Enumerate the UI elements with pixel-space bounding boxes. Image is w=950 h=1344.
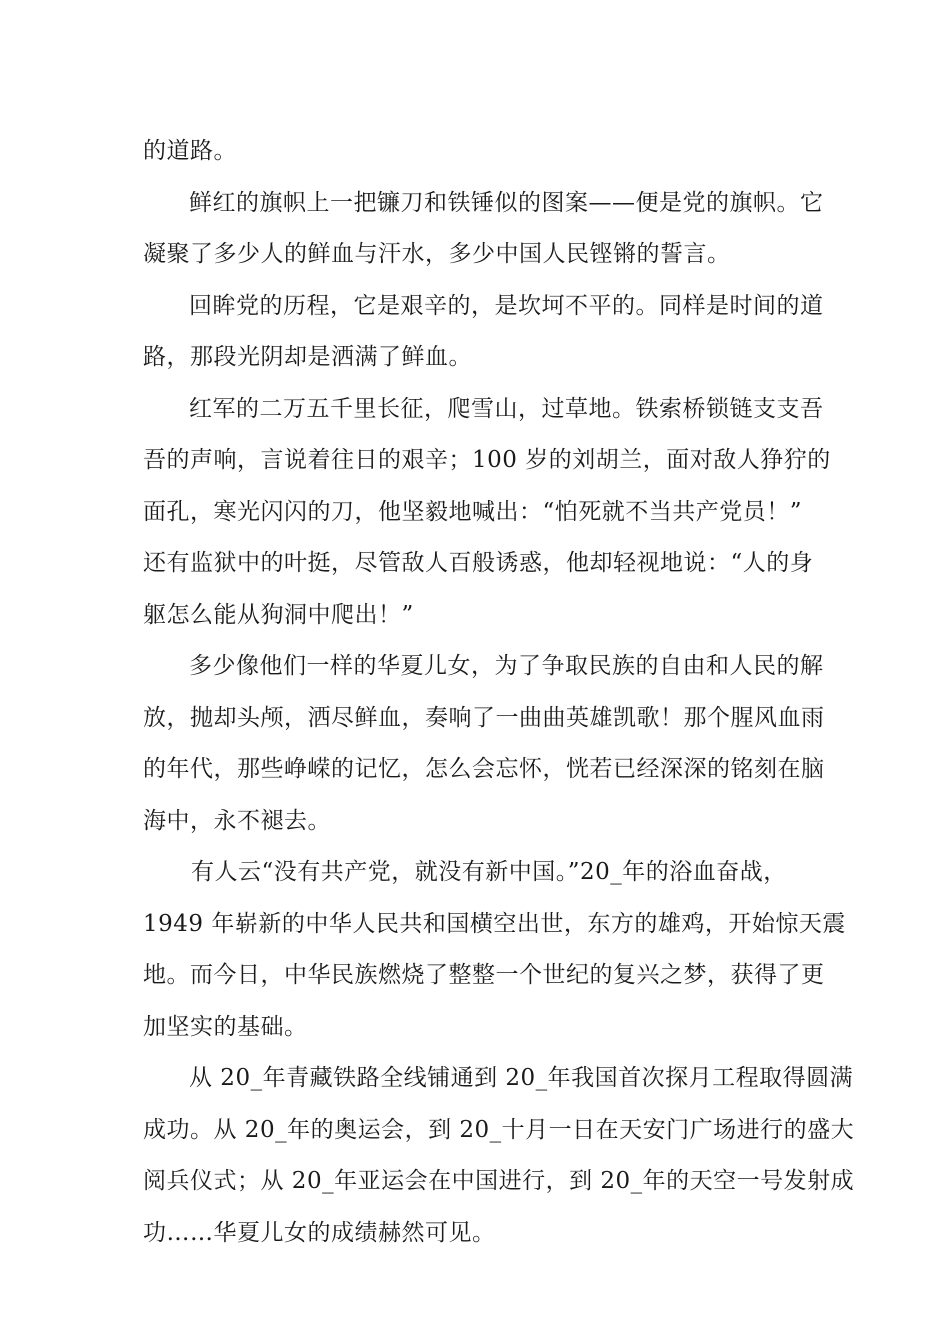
paragraph-7 [143, 1053, 855, 1259]
paragraph-5 [143, 641, 825, 847]
paragraph-line: 功……华夏儿女的成绩赫然可见。 [143, 1219, 496, 1246]
paragraph-4 [143, 384, 831, 642]
paragraph-line: 的年代，那些峥嵘的记忆，怎么会忘怀，恍若已经深深的铭刻在脑 [143, 756, 825, 782]
paragraph-line: 多少像他们一样的华夏儿女，为了争取民族的自由和人民的解 [189, 653, 824, 679]
document-body [143, 126, 855, 1259]
paragraph-line: 还有监狱中的叶挺，尽管敌人百般诱惑，他却轻视地说：“人的身 [143, 550, 814, 576]
paragraph-line: 鲜红的旗帜上一把镰刀和铁锤似的图案——便是党的旗帜。它 [189, 189, 824, 216]
paragraph-line: 成功。从 20_年的奥运会，到 20_十月一日在天安门广场进行的盛大 [143, 1116, 855, 1143]
paragraph-line: 海中，永不褪去。 [143, 807, 331, 834]
paragraph-line: 的道路。 [143, 138, 237, 164]
paragraph-line: 凝聚了多少人的鲜血与汗水，多少中国人民铿锵的誓言。 [143, 241, 731, 267]
paragraph-line: 阅兵仪式；从 20_年亚运会在中国进行，到 20_年的天空一号发射成 [143, 1168, 855, 1194]
paragraph-line: 有人云“没有共产党，就没有新中国。”20_年的浴血奋战， [191, 859, 787, 885]
paragraph-6 [143, 847, 846, 1053]
paragraph-line: 躯怎么能从狗洞中爬出！” [143, 601, 414, 628]
paragraph-1 [143, 126, 813, 178]
paragraph-line: 面孔，寒光闪闪的刀，他坚毅地喊出：“怕死就不当共产党员！” [143, 498, 803, 525]
paragraph-2 [143, 178, 824, 281]
paragraph-line: 从 20_年青藏铁路全线铺通到 20_年我国首次探月工程取得圆满 [189, 1065, 854, 1091]
paragraph-line: 回眸党的历程，它是艰辛的，是坎坷不平的。同样是时间的道 [189, 292, 824, 319]
paragraph-line: 地。而今日，中华民族燃烧了整整一个世纪的复兴之梦，获得了更 [143, 962, 825, 988]
paragraph-line: 吾的声响，言说着往日的艰辛；100 岁的刘胡兰，面对敌人狰狞的 [143, 447, 831, 473]
paragraph-line: 放，抛却头颅，洒尽鲜血，奏响了一曲曲英雄凯歌！那个腥风血雨 [143, 704, 825, 731]
paragraph-line: 1949 年崭新的中华人民共和国横空出世，东方的雄鸡，开始惊天震 [143, 910, 846, 937]
paragraph-line: 路，那段光阴却是洒满了鲜血。 [143, 344, 472, 370]
paragraph-line: 加坚实的基础。 [143, 1013, 308, 1040]
paragraph-3 [143, 281, 824, 384]
paragraph-line: 红军的二万五千里长征，爬雪山，过草地。铁索桥锁链支支吾 [189, 395, 824, 422]
